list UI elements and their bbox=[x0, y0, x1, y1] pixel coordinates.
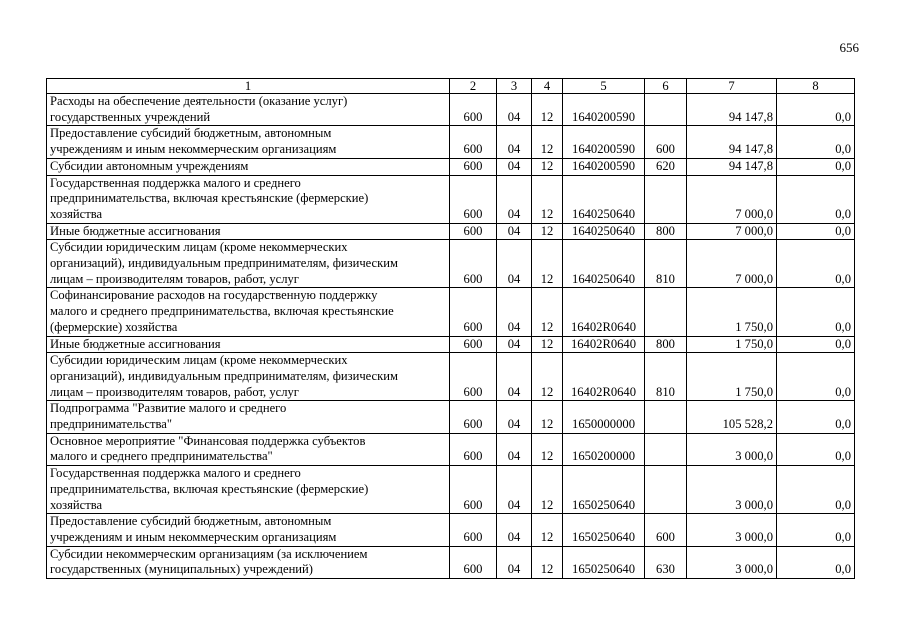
table-row bbox=[47, 401, 855, 433]
row-name-line: Субсидии юридическим лицам (кроме некоммерческих bbox=[50, 353, 348, 368]
cell-col-6: 600 bbox=[645, 514, 687, 546]
cell-col-8: 0,0 bbox=[777, 288, 855, 336]
cell-col-7: 7 000,0 bbox=[687, 223, 777, 240]
cell-col-4: 12 bbox=[532, 514, 563, 546]
cell-col-5: 1650200000 bbox=[563, 433, 645, 465]
cell-col-5: 1650000000 bbox=[563, 401, 645, 433]
row-name-line: предпринимательства, включая крестьянские (фермерские) bbox=[50, 481, 369, 496]
cell-col-3: 04 bbox=[497, 336, 532, 353]
cell-col-5: 16402R0640 bbox=[563, 336, 645, 353]
row-name-line: (фермерские) хозяйства bbox=[50, 319, 178, 334]
cell-col-7: 3 000,0 bbox=[687, 514, 777, 546]
row-name-line: организаций), индивидуальным предпринимателям, физическим bbox=[50, 368, 398, 383]
table-row bbox=[47, 223, 855, 240]
cell-col-3: 04 bbox=[497, 401, 532, 433]
cell-col-6 bbox=[645, 466, 687, 514]
cell-col-2: 600 bbox=[450, 353, 497, 401]
cell-col-4: 12 bbox=[532, 466, 563, 514]
row-name-line: Субсидии некоммерческим организациям (за исключением bbox=[50, 546, 368, 561]
cell-col-4: 12 bbox=[532, 175, 563, 223]
row-name-cell bbox=[47, 223, 450, 240]
table-row bbox=[47, 466, 855, 514]
cell-col-6: 810 bbox=[645, 353, 687, 401]
cell-col-4: 12 bbox=[532, 94, 563, 126]
row-name-cell bbox=[47, 514, 450, 546]
row-name-line: государственных (муниципальных) учреждений) bbox=[50, 562, 313, 577]
cell-col-4: 12 bbox=[532, 353, 563, 401]
cell-col-5: 1640200590 bbox=[563, 158, 645, 175]
cell-col-8: 0,0 bbox=[777, 94, 855, 126]
table-row bbox=[47, 94, 855, 126]
table-header-row bbox=[47, 79, 855, 94]
cell-col-4: 12 bbox=[532, 240, 563, 288]
table-row bbox=[47, 433, 855, 465]
cell-col-4: 12 bbox=[532, 126, 563, 158]
cell-col-4: 12 bbox=[532, 158, 563, 175]
row-name-cell bbox=[47, 240, 450, 288]
cell-col-6: 800 bbox=[645, 223, 687, 240]
row-name-cell bbox=[47, 288, 450, 336]
cell-col-8: 0,0 bbox=[777, 546, 855, 578]
cell-col-3: 04 bbox=[497, 514, 532, 546]
row-name-line: Софинансирование расходов на государственную поддержку bbox=[50, 288, 378, 303]
cell-col-3: 04 bbox=[497, 126, 532, 158]
cell-col-2: 600 bbox=[450, 94, 497, 126]
cell-col-8: 0,0 bbox=[777, 353, 855, 401]
budget-table bbox=[46, 78, 855, 579]
cell-col-5: 1640250640 bbox=[563, 240, 645, 288]
cell-col-3: 04 bbox=[497, 175, 532, 223]
cell-col-7: 3 000,0 bbox=[687, 433, 777, 465]
cell-col-8: 0,0 bbox=[777, 158, 855, 175]
column-header-8: 8 bbox=[777, 79, 855, 94]
cell-col-6: 800 bbox=[645, 336, 687, 353]
cell-col-2: 600 bbox=[450, 240, 497, 288]
row-name-line: предпринимательства, включая крестьянские (фермерские) bbox=[50, 191, 369, 206]
column-header-4: 4 bbox=[532, 79, 563, 94]
cell-col-5: 1640250640 bbox=[563, 223, 645, 240]
cell-col-4: 12 bbox=[532, 336, 563, 353]
cell-col-8: 0,0 bbox=[777, 240, 855, 288]
cell-col-8: 0,0 bbox=[777, 433, 855, 465]
cell-col-3: 04 bbox=[497, 288, 532, 336]
row-name-line: Субсидии автономным учреждениям bbox=[50, 158, 249, 173]
cell-col-3: 04 bbox=[497, 466, 532, 514]
cell-col-5: 1650250640 bbox=[563, 466, 645, 514]
column-header-2: 2 bbox=[450, 79, 497, 94]
cell-col-7: 105 528,2 bbox=[687, 401, 777, 433]
row-name-line: Государственная поддержка малого и среднего bbox=[50, 175, 301, 190]
cell-col-4: 12 bbox=[532, 288, 563, 336]
cell-col-2: 600 bbox=[450, 336, 497, 353]
cell-col-2: 600 bbox=[450, 546, 497, 578]
cell-col-8: 0,0 bbox=[777, 336, 855, 353]
cell-col-4: 12 bbox=[532, 433, 563, 465]
table-row bbox=[47, 158, 855, 175]
row-name-line: хозяйства bbox=[50, 206, 103, 221]
cell-col-3: 04 bbox=[497, 223, 532, 240]
cell-col-4: 12 bbox=[532, 223, 563, 240]
cell-col-6 bbox=[645, 401, 687, 433]
row-name-line: Основное мероприятие "Финансовая поддержка субъектов bbox=[50, 433, 366, 448]
cell-col-5: 1640250640 bbox=[563, 175, 645, 223]
table-row bbox=[47, 353, 855, 401]
row-name-cell bbox=[47, 546, 450, 578]
cell-col-6 bbox=[645, 94, 687, 126]
row-name-line: лицам – производителям товаров, работ, услуг bbox=[50, 384, 299, 399]
column-header-5: 5 bbox=[563, 79, 645, 94]
cell-col-7: 94 147,8 bbox=[687, 158, 777, 175]
cell-col-2: 600 bbox=[450, 126, 497, 158]
table-row bbox=[47, 546, 855, 578]
row-name-line: Предоставление субсидий бюджетным, автономным bbox=[50, 126, 332, 141]
table-body bbox=[47, 94, 855, 579]
row-name-cell bbox=[47, 126, 450, 158]
column-header-3: 3 bbox=[497, 79, 532, 94]
row-name-line: Подпрограмма "Развитие малого и среднего bbox=[50, 401, 287, 416]
cell-col-8: 0,0 bbox=[777, 175, 855, 223]
cell-col-7: 1 750,0 bbox=[687, 353, 777, 401]
row-name-line: Расходы на обеспечение деятельности (оказание услуг) bbox=[50, 94, 348, 108]
cell-col-7: 1 750,0 bbox=[687, 336, 777, 353]
cell-col-5: 1640200590 bbox=[563, 126, 645, 158]
cell-col-2: 600 bbox=[450, 223, 497, 240]
row-name-cell bbox=[47, 175, 450, 223]
cell-col-5: 1650250640 bbox=[563, 546, 645, 578]
cell-col-2: 600 bbox=[450, 514, 497, 546]
column-header-7: 7 bbox=[687, 79, 777, 94]
cell-col-4: 12 bbox=[532, 401, 563, 433]
cell-col-6: 810 bbox=[645, 240, 687, 288]
row-name-line: Иные бюджетные ассигнования bbox=[50, 223, 221, 238]
row-name-line: лицам – производителям товаров, работ, услуг bbox=[50, 271, 299, 286]
cell-col-2: 600 bbox=[450, 466, 497, 514]
page-number: 656 bbox=[839, 40, 859, 55]
cell-col-6: 620 bbox=[645, 158, 687, 175]
row-name-cell bbox=[47, 94, 450, 126]
row-name-line: Иные бюджетные ассигнования bbox=[50, 336, 221, 351]
cell-col-6 bbox=[645, 433, 687, 465]
column-header-1: 1 bbox=[47, 79, 450, 94]
cell-col-3: 04 bbox=[497, 240, 532, 288]
row-name-cell bbox=[47, 158, 450, 175]
cell-col-6 bbox=[645, 175, 687, 223]
row-name-line: хозяйства bbox=[50, 497, 103, 512]
row-name-line: Государственная поддержка малого и среднего bbox=[50, 466, 301, 481]
table-row bbox=[47, 514, 855, 546]
row-name-cell bbox=[47, 466, 450, 514]
cell-col-8: 0,0 bbox=[777, 126, 855, 158]
row-name-line: Субсидии юридическим лицам (кроме некоммерческих bbox=[50, 240, 348, 255]
cell-col-3: 04 bbox=[497, 546, 532, 578]
row-name-line: государственных учреждений bbox=[50, 109, 211, 124]
cell-col-8: 0,0 bbox=[777, 466, 855, 514]
row-name-line: Предоставление субсидий бюджетным, автономным bbox=[50, 514, 332, 529]
row-name-cell bbox=[47, 401, 450, 433]
cell-col-7: 7 000,0 bbox=[687, 175, 777, 223]
cell-col-8: 0,0 bbox=[777, 401, 855, 433]
cell-col-7: 1 750,0 bbox=[687, 288, 777, 336]
row-name-cell bbox=[47, 433, 450, 465]
cell-col-8: 0,0 bbox=[777, 223, 855, 240]
table-row bbox=[47, 126, 855, 158]
row-name-line: учреждениям и иным некоммерческим организациям bbox=[50, 142, 337, 157]
row-name-line: учреждениям и иным некоммерческим организациям bbox=[50, 529, 337, 544]
row-name-cell bbox=[47, 353, 450, 401]
cell-col-2: 600 bbox=[450, 158, 497, 175]
cell-col-7: 3 000,0 bbox=[687, 546, 777, 578]
cell-col-4: 12 bbox=[532, 546, 563, 578]
cell-col-6: 600 bbox=[645, 126, 687, 158]
cell-col-2: 600 bbox=[450, 175, 497, 223]
cell-col-3: 04 bbox=[497, 433, 532, 465]
row-name-line: малого и среднего предпринимательства" bbox=[50, 449, 273, 464]
row-name-line: организаций), индивидуальным предпринимателям, физическим bbox=[50, 256, 398, 271]
column-header-6: 6 bbox=[645, 79, 687, 94]
cell-col-8: 0,0 bbox=[777, 514, 855, 546]
table-row bbox=[47, 240, 855, 288]
cell-col-6 bbox=[645, 288, 687, 336]
row-name-line: малого и среднего предпринимательства, включая крестьянские bbox=[50, 304, 394, 319]
cell-col-2: 600 bbox=[450, 288, 497, 336]
cell-col-7: 94 147,8 bbox=[687, 94, 777, 126]
cell-col-5: 16402R0640 bbox=[563, 288, 645, 336]
cell-col-6: 630 bbox=[645, 546, 687, 578]
table-row bbox=[47, 336, 855, 353]
cell-col-7: 3 000,0 bbox=[687, 466, 777, 514]
cell-col-5: 1650250640 bbox=[563, 514, 645, 546]
cell-col-5: 1640200590 bbox=[563, 94, 645, 126]
table-row bbox=[47, 175, 855, 223]
table-row bbox=[47, 288, 855, 336]
cell-col-7: 7 000,0 bbox=[687, 240, 777, 288]
cell-col-5: 16402R0640 bbox=[563, 353, 645, 401]
row-name-cell bbox=[47, 336, 450, 353]
row-name-line: предпринимательства" bbox=[50, 417, 172, 432]
cell-col-3: 04 bbox=[497, 158, 532, 175]
cell-col-2: 600 bbox=[450, 433, 497, 465]
cell-col-2: 600 bbox=[450, 401, 497, 433]
cell-col-3: 04 bbox=[497, 353, 532, 401]
cell-col-7: 94 147,8 bbox=[687, 126, 777, 158]
cell-col-3: 04 bbox=[497, 94, 532, 126]
